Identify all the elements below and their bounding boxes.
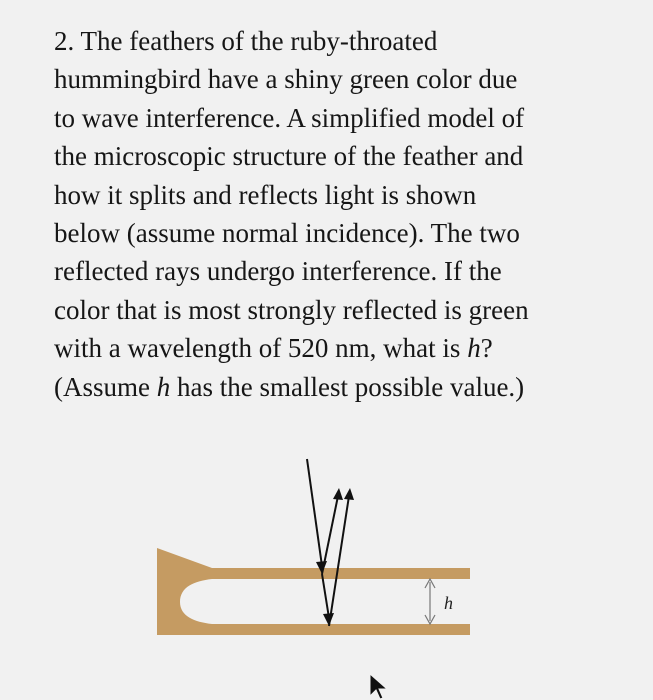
question-line-5: how it splits and reflects light is shown bbox=[54, 179, 477, 210]
question-line-10: (Assume h has the smallest possible value.) bbox=[54, 371, 525, 402]
question-line-8: color that is most strongly reflected is green bbox=[54, 294, 529, 325]
thickness-indicator bbox=[425, 579, 435, 624]
incident-ray bbox=[307, 459, 327, 574]
question-line-4: the microscopic structure of the feather and bbox=[54, 141, 524, 172]
reflected-ray-bottom bbox=[329, 488, 354, 626]
question-line-7: reflected rays undergo interference. If the bbox=[54, 256, 502, 287]
question-line-6: below (assume normal incidence). The two bbox=[54, 217, 520, 248]
mouse-pointer-icon bbox=[368, 672, 388, 700]
thickness-label: h bbox=[444, 593, 453, 613]
question-line-2: hummingbird have a shiny green color due bbox=[54, 64, 518, 95]
question-text bbox=[54, 22, 644, 406]
feather-structure-diagram bbox=[0, 440, 653, 700]
question-line-9: with a wavelength of 520 nm, what is h? bbox=[54, 333, 493, 364]
feather-layer bbox=[157, 548, 470, 635]
question-line-1: 2. The feathers of the ruby-throated bbox=[54, 26, 438, 56]
question-line-3: to wave interference. A simplified model of bbox=[54, 102, 525, 133]
